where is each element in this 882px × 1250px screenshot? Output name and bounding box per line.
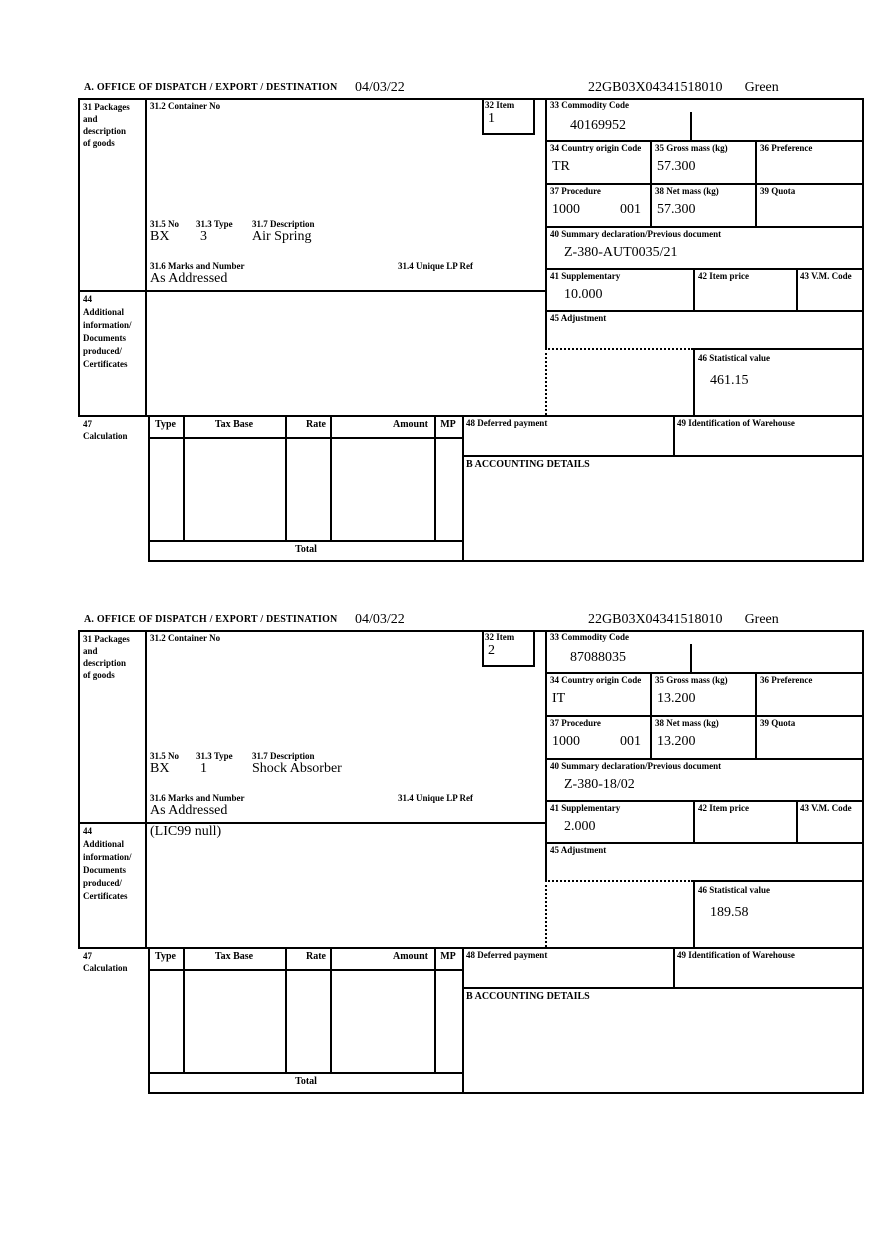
mrn-value: 22GB03X04341518010: [588, 612, 723, 627]
box-43-label: 43 V.M. Code: [800, 271, 852, 281]
gross-mass: 13.200: [657, 691, 696, 706]
total-label: Total: [295, 1076, 317, 1087]
gross-mass: 57.300: [657, 159, 696, 174]
declaration-item-block-2: [78, 612, 864, 1096]
dotted-divider: [545, 348, 693, 350]
box-49-label: 49 Identification of Warehouse: [677, 418, 795, 428]
box-41-label: 41 Supplementary: [550, 803, 621, 813]
box-45-label: 45 Adjustment: [550, 313, 607, 323]
box-39-label: 39 Quota: [760, 718, 796, 728]
box-31-7-label: 31.7 Description: [252, 219, 315, 229]
border-line: [545, 183, 864, 185]
border-line: [862, 630, 864, 1094]
dotted-divider: [545, 880, 693, 882]
border-line: [545, 715, 864, 717]
box-32-label: 32 Item: [485, 632, 515, 642]
border-line: [482, 98, 484, 133]
border-line: [330, 947, 332, 1072]
column-header-mp: MP: [440, 419, 456, 430]
border-line: [673, 947, 675, 987]
item-number: 2: [488, 643, 495, 658]
border-line: [545, 226, 864, 228]
declaration-date: 04/03/22: [355, 80, 405, 95]
border-line: [78, 947, 864, 949]
border-line: [462, 947, 464, 1094]
box-49-label: 49 Identification of Warehouse: [677, 950, 795, 960]
border-line: [545, 630, 547, 880]
routing-status: Green: [744, 612, 779, 627]
border-line: [462, 415, 464, 562]
goods-description: Air Spring: [252, 229, 312, 244]
statistical-value: 461.15: [710, 373, 749, 388]
border-line: [78, 98, 80, 415]
routing-status: Green: [744, 80, 779, 95]
net-mass: 57.300: [657, 202, 696, 217]
box-31-5-label: 31.5 No: [150, 219, 179, 229]
box-38-label: 38 Net mass (kg): [655, 718, 719, 728]
box-36-label: 36 Preference: [760, 143, 813, 153]
box-31-4-label: 31.4 Unique LP Ref: [398, 793, 474, 803]
border-line: [183, 947, 185, 1072]
border-line: [148, 560, 864, 562]
border-line: [482, 665, 535, 667]
package-count: BX: [150, 229, 170, 244]
additional-information: (LIC99 null): [150, 824, 222, 839]
declaration-item-block-1: [78, 80, 864, 564]
border-line: [545, 800, 864, 802]
box-37-label: 37 Procedure: [550, 186, 601, 196]
office-of-dispatch-heading: A. OFFICE OF DISPATCH / EXPORT / DESTINATION: [84, 614, 338, 625]
country-origin-code: IT: [552, 691, 566, 706]
border-line: [673, 415, 675, 455]
box-35-label: 35 Gross mass (kg): [655, 143, 728, 153]
mrn-value: 22GB03X04341518010: [588, 80, 723, 95]
box-45-label: 45 Adjustment: [550, 845, 607, 855]
column-header-rate: Rate: [306, 419, 326, 430]
column-header-amount: Amount: [392, 419, 428, 430]
dotted-divider: [545, 880, 547, 947]
border-line: [693, 268, 695, 310]
border-line: [690, 644, 692, 672]
box-37-label: 37 Procedure: [550, 718, 601, 728]
total-label: Total: [295, 544, 317, 555]
marks-and-number: As Addressed: [150, 803, 228, 818]
border-line: [693, 348, 695, 415]
border-line: [148, 947, 150, 1094]
border-line: [545, 140, 864, 142]
box-36-label: 36 Preference: [760, 675, 813, 685]
box-47-label: 47 Calculation: [83, 419, 128, 441]
border-line: [693, 880, 864, 882]
border-line: [145, 98, 147, 415]
box-33-label: 33 Commodity Code: [550, 100, 629, 110]
border-line: [78, 822, 545, 824]
border-line: [148, 1072, 464, 1074]
previous-document: Z-380-AUT0035/21: [564, 245, 678, 260]
border-line: [482, 630, 484, 665]
box-42-label: 42 Item price: [698, 271, 749, 281]
country-origin-code: TR: [552, 159, 570, 174]
box-31-6-label: 31.6 Marks and Number: [150, 261, 245, 271]
column-header-type: Type: [155, 419, 176, 430]
marks-and-number: As Addressed: [150, 271, 228, 286]
package-count: BX: [150, 761, 170, 776]
border-line: [533, 630, 535, 665]
border-line: [693, 880, 695, 947]
commodity-code: 40169952: [570, 118, 626, 133]
box-31-label: 31 Packages and description of goods: [83, 634, 130, 680]
column-header-rate: Rate: [306, 951, 326, 962]
box-48-label: 48 Deferred payment: [466, 950, 548, 960]
box-48-label: 48 Deferred payment: [466, 418, 548, 428]
border-line: [78, 290, 545, 292]
box-40-label: 40 Summary declaration/Previous document: [550, 229, 722, 239]
border-line: [545, 310, 864, 312]
box-46-label: 46 Statistical value: [698, 885, 770, 895]
box-44-label: 44 Additional information/ Documents produced/ Certificates: [83, 294, 132, 369]
box-39-label: 39 Quota: [760, 186, 796, 196]
box-34-label: 34 Country origin Code: [550, 675, 642, 685]
border-line: [650, 672, 652, 758]
border-line: [285, 415, 287, 540]
procedure-code: 1000: [552, 202, 580, 217]
box-33-label: 33 Commodity Code: [550, 632, 629, 642]
procedure-code: 1000: [552, 734, 580, 749]
goods-description: Shock Absorber: [252, 761, 342, 776]
net-mass: 13.200: [657, 734, 696, 749]
box-38-label: 38 Net mass (kg): [655, 186, 719, 196]
border-line: [690, 112, 692, 140]
mrn-line: [588, 80, 779, 96]
previous-document: Z-380-18/02: [564, 777, 635, 792]
box-34-label: 34 Country origin Code: [550, 143, 642, 153]
border-line: [533, 98, 535, 133]
box-31-6-label: 31.6 Marks and Number: [150, 793, 245, 803]
mrn-line: [588, 612, 779, 628]
border-line: [650, 140, 652, 226]
box-31-3-label: 31.3 Type: [196, 751, 233, 761]
statistical-value: 189.58: [710, 905, 749, 920]
package-type: 1: [200, 761, 207, 776]
accounting-details-heading: B ACCOUNTING DETAILS: [466, 459, 590, 470]
column-header-tax-base: Tax Base: [214, 419, 254, 430]
box-42-label: 42 Item price: [698, 803, 749, 813]
declaration-date: 04/03/22: [355, 612, 405, 627]
box-31-7-label: 31.7 Description: [252, 751, 315, 761]
border-line: [78, 415, 864, 417]
supplementary-units: 10.000: [564, 287, 603, 302]
supplementary-units: 2.000: [564, 819, 596, 834]
box-40-label: 40 Summary declaration/Previous document: [550, 761, 722, 771]
box-32-label: 32 Item: [485, 100, 515, 110]
procedure-ext-code: 001: [620, 734, 641, 749]
border-line: [545, 842, 864, 844]
box-31-2-label: 31.2 Container No: [150, 633, 221, 643]
box-46-label: 46 Statistical value: [698, 353, 770, 363]
dotted-divider: [545, 348, 547, 415]
border-line: [145, 630, 147, 947]
border-line: [545, 672, 864, 674]
box-31-3-label: 31.3 Type: [196, 219, 233, 229]
border-line: [545, 758, 864, 760]
box-35-label: 35 Gross mass (kg): [655, 675, 728, 685]
box-31-5-label: 31.5 No: [150, 751, 179, 761]
border-line: [545, 98, 547, 348]
border-line: [78, 630, 864, 632]
border-line: [862, 98, 864, 562]
column-header-type: Type: [155, 951, 176, 962]
border-line: [148, 1092, 864, 1094]
accounting-details-heading: B ACCOUNTING DETAILS: [466, 991, 590, 1002]
box-31-4-label: 31.4 Unique LP Ref: [398, 261, 474, 271]
border-line: [462, 987, 864, 989]
border-line: [434, 947, 436, 1072]
border-line: [796, 268, 798, 310]
box-43-label: 43 V.M. Code: [800, 803, 852, 813]
box-41-label: 41 Supplementary: [550, 271, 621, 281]
border-line: [183, 415, 185, 540]
box-31-2-label: 31.2 Container No: [150, 101, 221, 111]
box-44-label: 44 Additional information/ Documents produced/ Certificates: [83, 826, 132, 901]
border-line: [434, 415, 436, 540]
office-of-dispatch-heading: A. OFFICE OF DISPATCH / EXPORT / DESTINATION: [84, 82, 338, 93]
border-line: [78, 630, 80, 947]
column-header-amount: Amount: [392, 951, 428, 962]
item-number: 1: [488, 111, 495, 126]
border-line: [796, 800, 798, 842]
column-header-tax-base: Tax Base: [214, 951, 254, 962]
box-31-label: 31 Packages and description of goods: [83, 102, 130, 148]
border-line: [755, 672, 757, 758]
border-line: [755, 140, 757, 226]
border-line: [148, 437, 464, 439]
border-line: [693, 800, 695, 842]
border-line: [285, 947, 287, 1072]
border-line: [148, 540, 464, 542]
column-header-mp: MP: [440, 951, 456, 962]
border-line: [148, 969, 464, 971]
box-47-label: 47 Calculation: [83, 951, 128, 973]
border-line: [545, 268, 864, 270]
border-line: [78, 98, 864, 100]
package-type: 3: [200, 229, 207, 244]
procedure-ext-code: 001: [620, 202, 641, 217]
border-line: [462, 455, 864, 457]
border-line: [482, 133, 535, 135]
commodity-code: 87088035: [570, 650, 626, 665]
border-line: [330, 415, 332, 540]
border-line: [693, 348, 864, 350]
border-line: [148, 415, 150, 562]
